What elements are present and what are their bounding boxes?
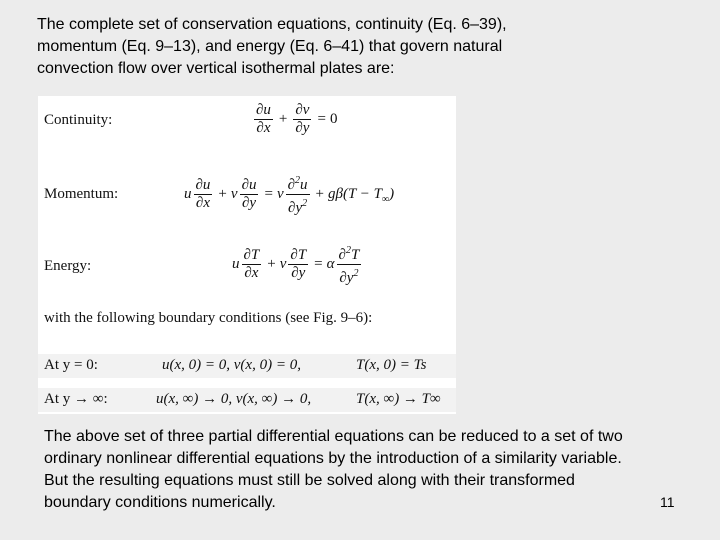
- intro-paragraph: The complete set of conservation equations, continuity (Eq. 6–39), momentum (Eq. 9–13), and energy (Eq. 6–41) that govern natural convection flow over vertical isothermal plates are:: [37, 16, 507, 77]
- bc-wall-velocity: u(x, 0) = 0, v(x, 0) = 0,: [162, 357, 301, 373]
- energy-equation: u $\frac{\partial T}{\partial x}$ + v $\frac{\partial T}{\partial y}$ = α $\frac{\partial^2T}{\partial y^2}$: [232, 242, 363, 287]
- continuity-label: Continuity:: [44, 112, 113, 128]
- energy-label: Energy:: [44, 258, 92, 274]
- closing-paragraph: The above set of three partial differential equations can be reduced to a set of two ordinary nonlinear differential equations by the introduction of a similarity variable. But the resulting equations must still be solved along with their transformed boundary conditions numerically.: [44, 428, 623, 511]
- page-number: 11: [660, 494, 675, 510]
- bc-far-temperature: T(x, ∞) → T∞: [356, 391, 441, 407]
- bc-row-wall: [38, 354, 456, 378]
- momentum-equation: u $\frac{\partial u}{\partial x}$ + v $\frac{\partial u}{\partial y}$ = ν $\frac{\partial^2u}{\partial y^2}$ + $g\beta(T - T_\infty)$: [184, 172, 394, 217]
- bc-wall-label: At y = 0:: [44, 357, 98, 373]
- bc-far-velocity: u(x, ∞) → 0, v(x, ∞) → 0,: [156, 391, 312, 407]
- continuity-equation: $\frac{\partial u}{\partial x}$ + $\frac{\partial v}{\partial y}$ = 0: [256, 102, 338, 136]
- bc-far-label: At y → ∞:: [44, 391, 108, 407]
- equations-figure: [38, 96, 456, 414]
- bc-wall-temperature: T(x, 0) = Ts: [356, 357, 427, 373]
- bc-row-far: [38, 388, 456, 412]
- momentum-label: Momentum:: [44, 186, 119, 202]
- boundary-conditions-intro: with the following boundary conditions (see Fig. 9–6):: [44, 310, 373, 326]
